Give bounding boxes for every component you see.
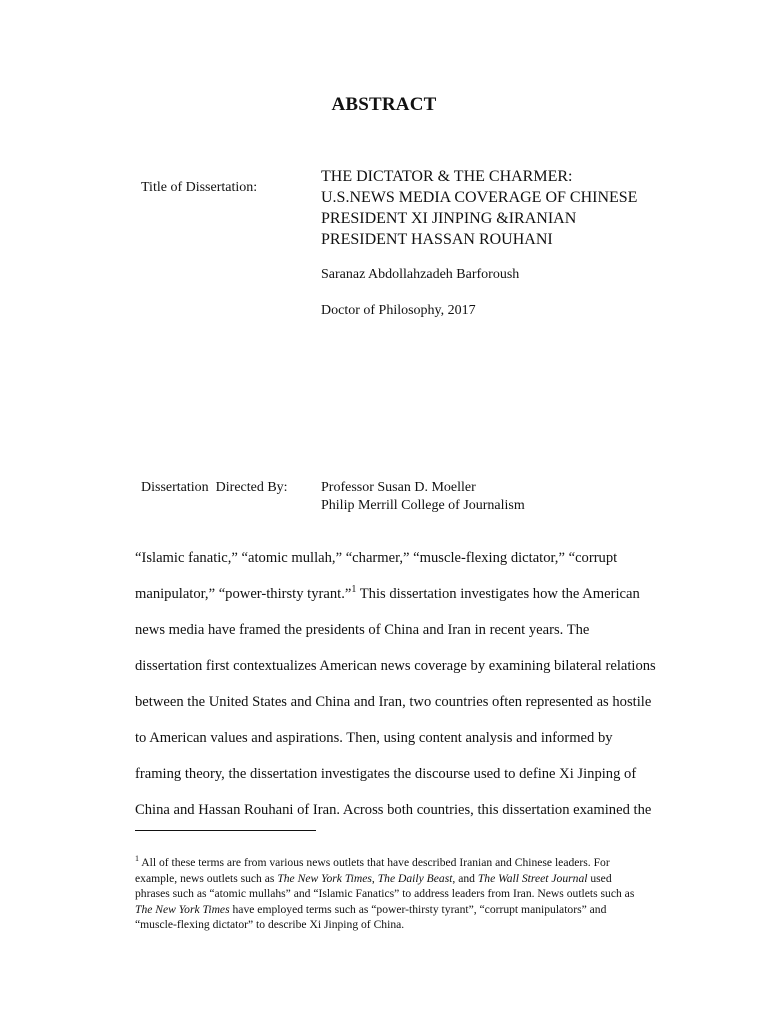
footnote-text: All of these terms are from various news outlets that have described Iranian and Chinese leaders. For <box>139 856 610 869</box>
author-name: Saranaz Abdollahzadeh Barforoush <box>321 267 520 282</box>
director-name: Professor Susan D. Moeller <box>321 480 476 495</box>
degree-year: Doctor of Philosophy, 2017 <box>321 303 476 318</box>
body-text-span: manipulator,” “power-thirsty tyrant.” <box>135 586 352 602</box>
body-line: China and Hassan Rouhani of Iran. Across both countries, this dissertation examined the <box>135 802 652 818</box>
footnote-ref: 1 <box>351 584 357 596</box>
footnote-text: example, news outlets such as <box>135 871 278 885</box>
title-line: U.S.NEWS MEDIA COVERAGE OF CHINESE <box>321 189 638 206</box>
body-line: dissertation first contextualizes American news coverage by examining bilateral relations <box>135 658 656 674</box>
footnote-text: , <box>371 871 378 885</box>
footnote-line <box>135 871 680 887</box>
body-line: framing theory, the dissertation investigates the discourse used to define Xi Jinping of <box>135 766 637 782</box>
title-line: PRESIDENT HASSAN ROUHANI <box>321 231 553 248</box>
publication-name: The Daily Beast <box>377 871 453 885</box>
footnote-text: , and <box>452 871 478 885</box>
footnote-marker: 1 <box>135 854 139 864</box>
body-line: “Islamic fanatic,” “atomic mullah,” “charmer,” “muscle-flexing dictator,” “corrupt <box>135 550 618 566</box>
body-text-span: This dissertation investigates how the American <box>356 586 640 602</box>
title-line: PRESIDENT XI JINPING &IRANIAN <box>321 210 577 227</box>
footnote-divider <box>135 830 316 831</box>
title-label: Title of Dissertation: <box>141 180 258 195</box>
publication-name: The New York Times <box>277 871 372 885</box>
footnote-line <box>135 902 680 918</box>
title-line: THE DICTATOR & THE CHARMER: <box>321 168 573 185</box>
footnote-line <box>135 855 680 871</box>
dissertation-title <box>321 166 741 250</box>
body-line: to American values and aspirations. Then, using content analysis and informed by <box>135 730 613 746</box>
director-college: Philip Merrill College of Journalism <box>321 498 525 513</box>
body-line: news media have framed the presidents of China and Iran in recent years. The <box>135 622 590 638</box>
publication-name: The New York Times <box>135 902 230 916</box>
page-title: ABSTRACT <box>331 94 437 115</box>
footnote-line: phrases such as “atomic mullahs” and “Islamic Fanatics” to address leaders from Iran. News outlets such as <box>135 887 635 901</box>
publication-name: The Wall Street Journal <box>477 871 588 885</box>
footnote-text: have employed terms such as “power-thirsty tyrant”, “corrupt manipulators” and <box>229 902 607 916</box>
body-line: between the United States and China and Iran, two countries often represented as hostile <box>135 694 652 710</box>
footnote <box>135 855 680 933</box>
footnote-line: “muscle-flexing dictator” to describe Xi Jinping of China. <box>135 918 405 932</box>
body-line <box>135 586 640 603</box>
director-label: Dissertation Directed By: <box>141 480 288 495</box>
footnote-text: used <box>587 871 612 885</box>
